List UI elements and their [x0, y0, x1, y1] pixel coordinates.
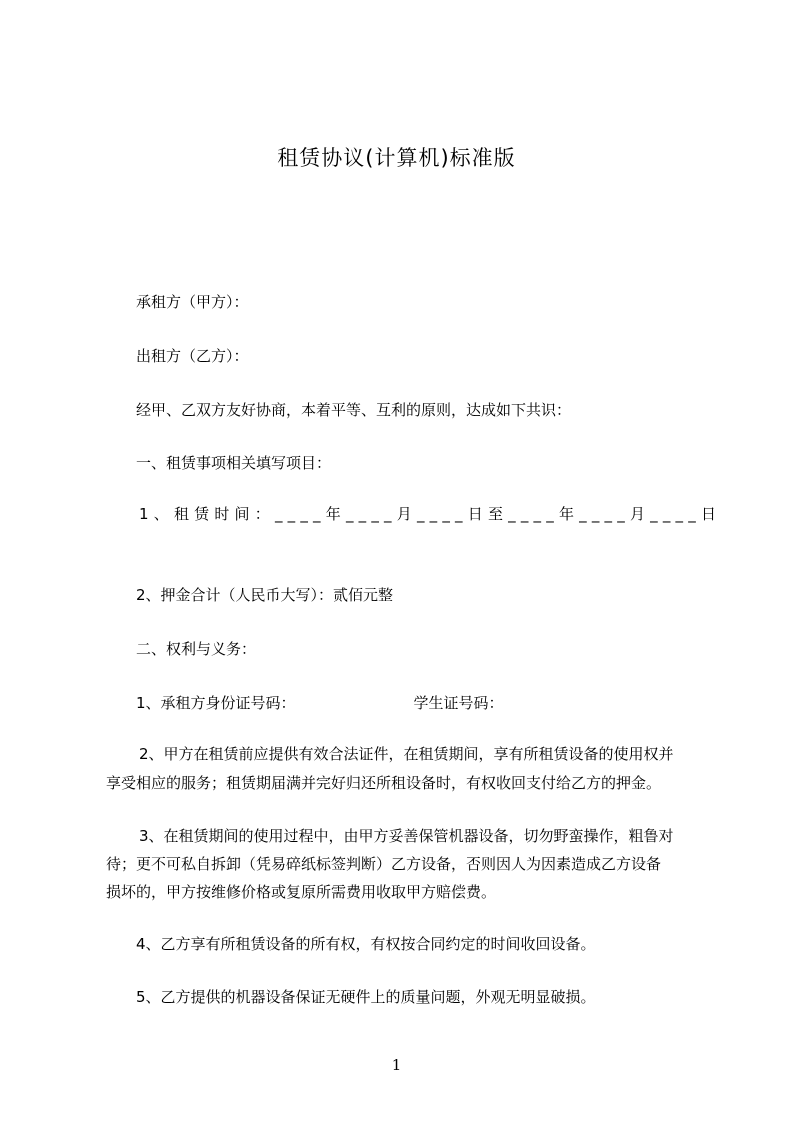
section1-heading: 一、租赁事项相关填写项目： — [136, 454, 332, 472]
clause2-line1: 2、甲方在租赁前应提供有效合法证件，在租赁期间，享有所租赁设备的使用权并 — [139, 745, 674, 763]
page-title: 租赁协议(计算机)标准版 — [277, 146, 516, 170]
clause3-line3: 损坏的，甲方按维修价格或复原所需费用收取甲方赔偿费。 — [106, 883, 497, 901]
student-id-label: 学生证号码： — [413, 694, 504, 712]
preamble: 经甲、乙双方友好协商，本着平等、互利的原则，达成如下共识： — [136, 401, 572, 419]
id-number-label: 1、承租方身份证号码： — [136, 694, 296, 712]
page-number: 1 — [391, 1056, 402, 1074]
lessor-line: 出租方（乙方）： — [136, 347, 249, 365]
clause3-line2: 待；更不可私自拆卸（凭易碎纸标签判断）乙方设备，否则因人为因素造成乙方设备 — [106, 855, 662, 873]
clause4: 4、乙方享有所租赁设备的所有权，有权按合同约定的时间收回设备。 — [136, 935, 596, 953]
id-number-row — [136, 692, 504, 713]
clause2-line2: 享受相应的服务；租赁期届满并完好归还所租设备时，有权收回支付给乙方的押金。 — [106, 774, 662, 792]
clause3-line1: 3、在租赁期间的使用过程中，由甲方妥善保管机器设备，切勿野蛮操作，粗鲁对 — [139, 827, 674, 845]
rental-period-line: 1、租赁时间：____年____月____日至____年____月____日 — [139, 505, 722, 523]
deposit-line: 2、押金合计（人民币大写）：贰佰元整 — [136, 586, 394, 604]
lessee-line: 承租方（甲方）： — [136, 293, 249, 311]
clause5: 5、乙方提供的机器设备保证无硬件上的质量问题，外观无明显破损。 — [136, 988, 596, 1006]
section2-heading: 二、权利与义务： — [136, 640, 257, 658]
